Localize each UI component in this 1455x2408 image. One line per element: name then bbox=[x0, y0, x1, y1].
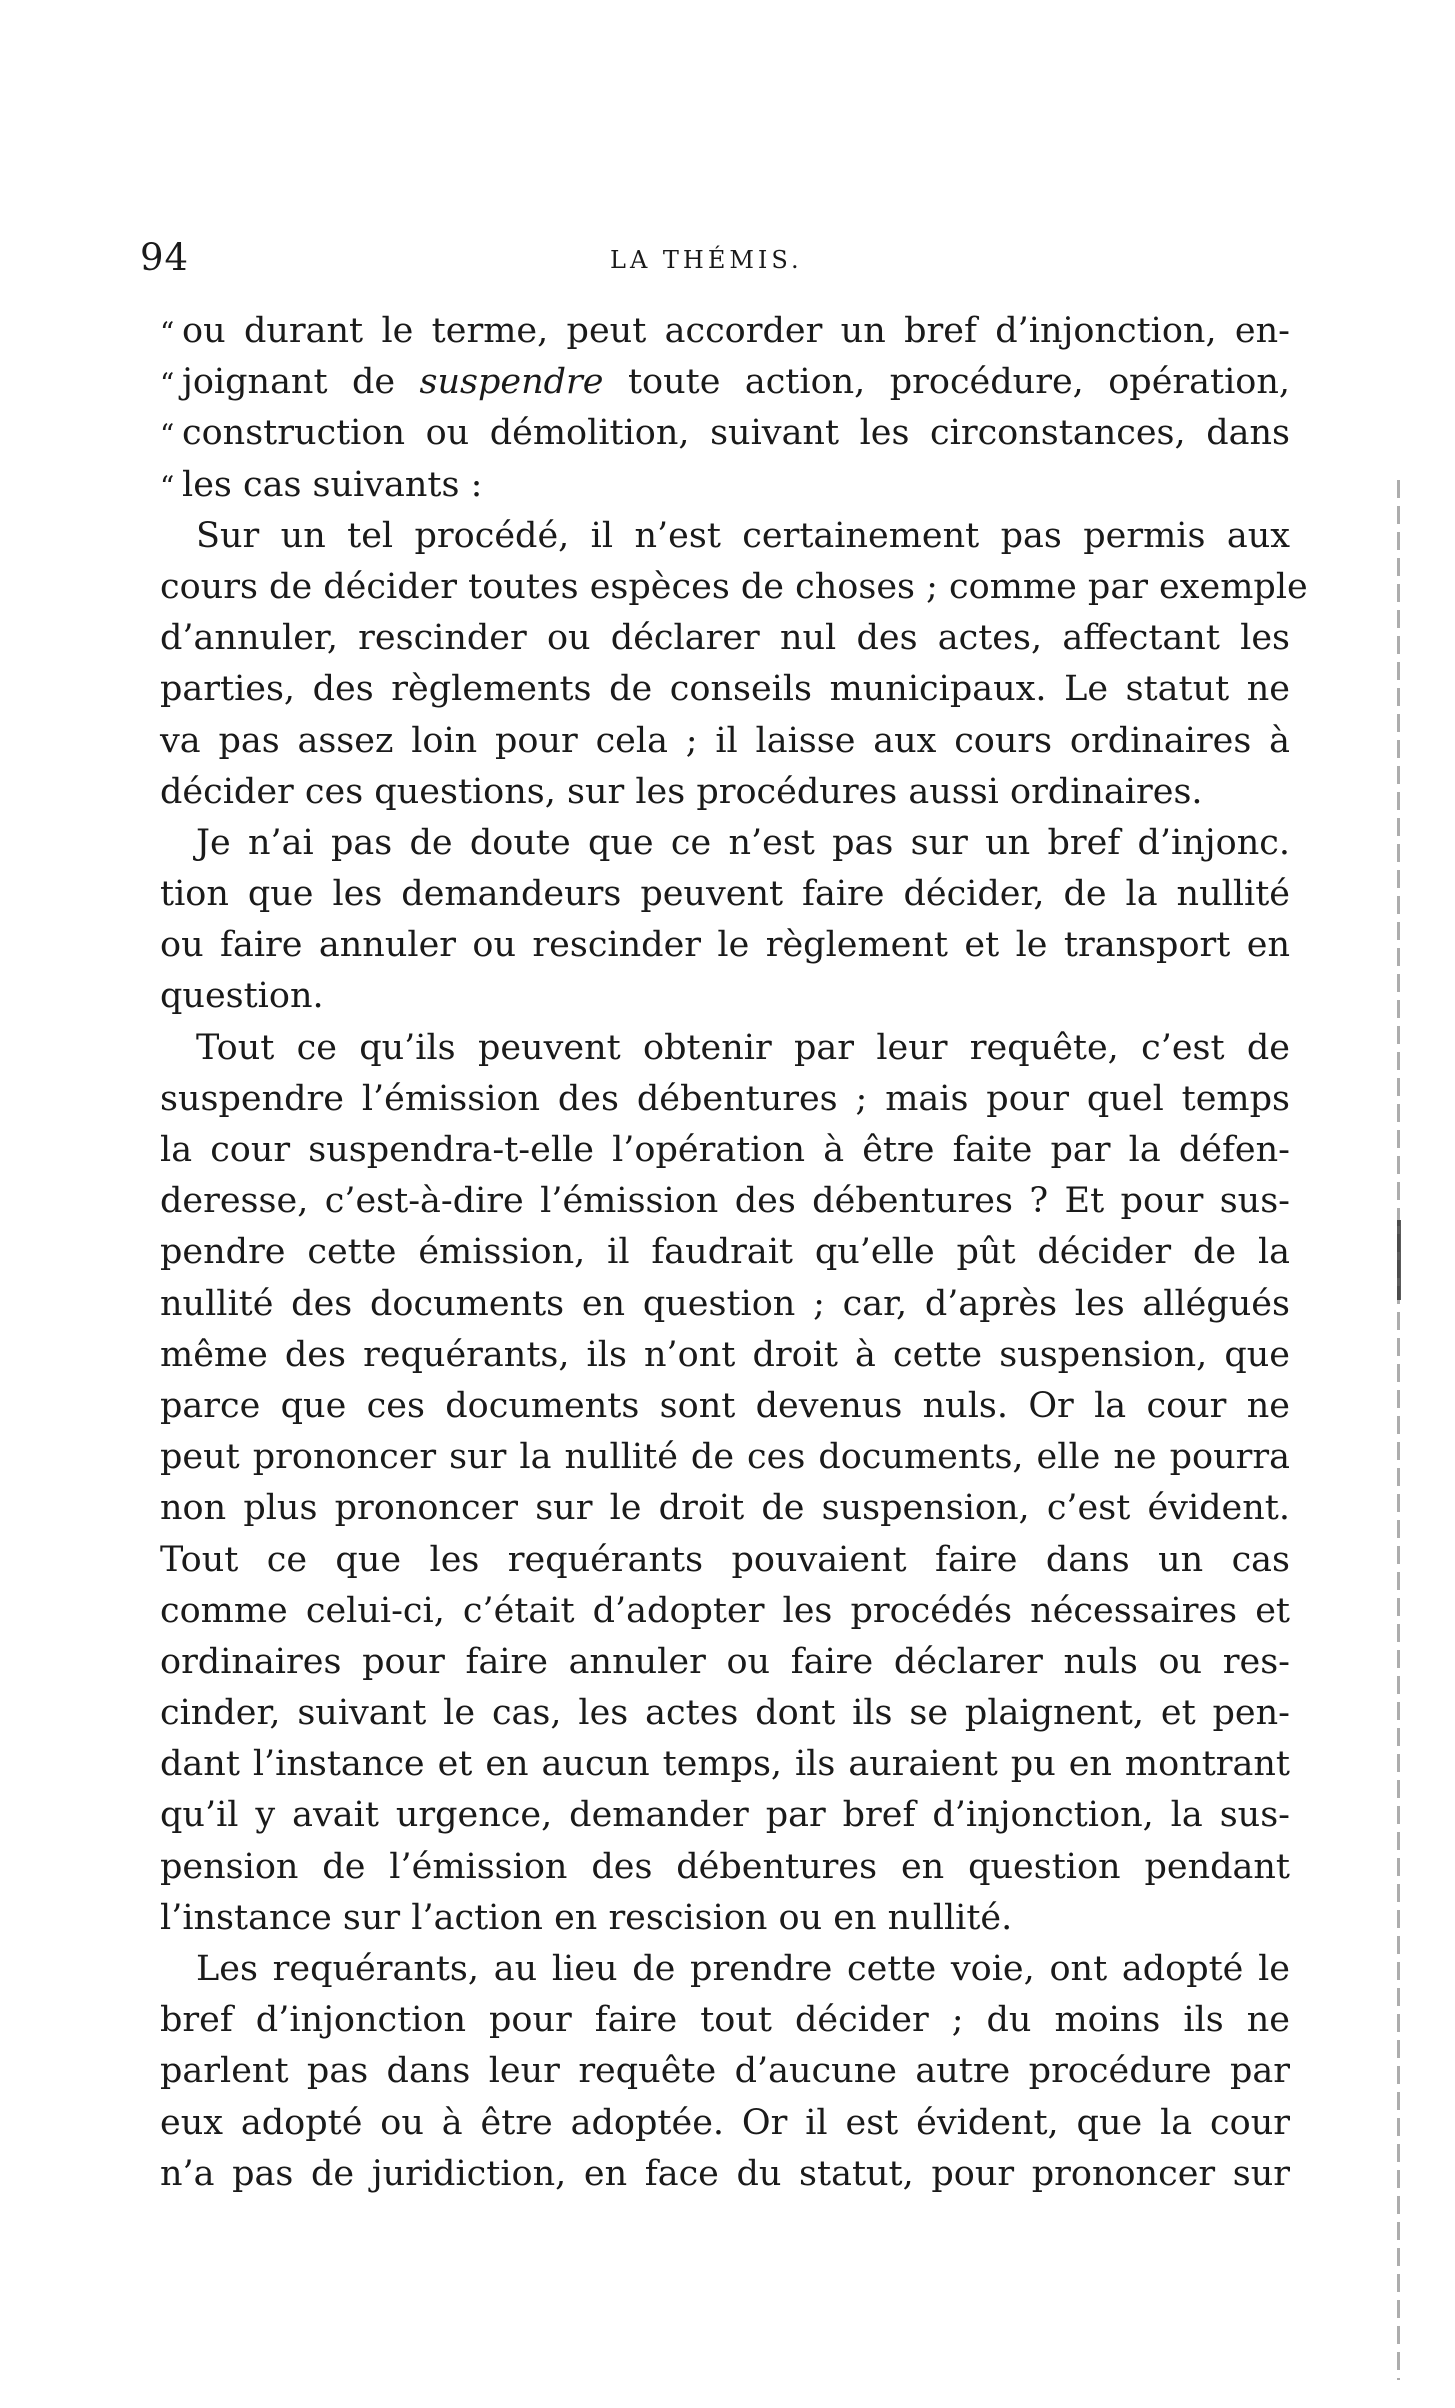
text-line: deresse, c’est-à-dire l’émission des débentures ? Et pour sus- bbox=[160, 1181, 1290, 1222]
text-line: n’a pas de juridiction, en face du statut, pour prononcer sur bbox=[160, 2153, 1290, 2194]
text-line: parce que ces documents sont devenus nuls. Or la cour ne bbox=[160, 1385, 1290, 1426]
text-line: même des requérants, ils n’ont droit à cette suspension, que bbox=[160, 1334, 1290, 1375]
paragraph-first-line: Sur un tel procédé, il n’est certainement pas permis aux bbox=[196, 515, 1290, 556]
paragraph-first-line: Je n’ai pas de doute que ce n’est pas sur un bref d’injonc. bbox=[196, 822, 1290, 863]
text-line: ordinaires pour faire annuler ou faire déclarer nuls ou res- bbox=[160, 1641, 1290, 1682]
italic-word: suspendre bbox=[419, 362, 604, 403]
text-line: eux adopté ou à être adoptée. Or il est évident, que la cour bbox=[160, 2102, 1290, 2143]
text-line: va pas assez loin pour cela ; il laisse aux cours ordinaires à bbox=[160, 720, 1290, 761]
text-line: ou faire annuler ou rescinder le règlement et le transport en bbox=[160, 925, 1290, 966]
text-line: cours de décider toutes espèces de choses ; comme par exemple bbox=[160, 566, 1308, 607]
scan-margin-mark-heavy bbox=[1397, 1220, 1401, 1300]
text-line: “ les cas suivants : bbox=[160, 460, 1290, 511]
text-line: cinder, suivant le cas, les actes dont ils se plaignent, et pen- bbox=[160, 1693, 1290, 1734]
text-line: “ joignant de suspendre toute action, procédure, opération, bbox=[160, 357, 1290, 408]
text-line: suspendre l’émission des débentures ; mais pour quel temps bbox=[160, 1078, 1290, 1119]
text-line: parlent pas dans leur requête d’aucune autre procédure par bbox=[160, 2051, 1290, 2092]
page-header bbox=[140, 236, 1310, 296]
text-line: pension de l’émission des débentures en question pendant bbox=[160, 1846, 1290, 1887]
text-line: peut prononcer sur la nullité de ces documents, elle ne pourra bbox=[160, 1437, 1290, 1478]
text-line: d’annuler, rescinder ou déclarer nul des actes, affectant les bbox=[160, 618, 1290, 659]
text-line: comme celui-ci, c’était d’adopter les procédés nécessaires et bbox=[160, 1590, 1290, 1631]
quote-mark: “ bbox=[160, 367, 175, 401]
text-line: dant l’instance et en aucun temps, ils auraient pu en montrant bbox=[160, 1744, 1290, 1785]
text-line: l’instance sur l’action en rescision ou en nullité. bbox=[160, 1897, 1013, 1938]
text-line: nullité des documents en question ; car, d’après les allégués bbox=[160, 1283, 1290, 1324]
running-title: LA THÉMIS. bbox=[610, 246, 803, 274]
quote-mark: “ bbox=[160, 316, 175, 349]
paragraph-first-line: Tout ce qu’ils peuvent obtenir par leur requête, c’est de bbox=[196, 1027, 1290, 1068]
text-line: pendre cette émission, il faudrait qu’elle pût décider de la bbox=[160, 1232, 1290, 1273]
text-line: bref d’injonction pour faire tout décider ; du moins ils ne bbox=[160, 2000, 1290, 2041]
text-line: Tout ce que les requérants pouvaient faire dans un cas bbox=[160, 1539, 1290, 1580]
text-line: décider ces questions, sur les procédures aussi ordinaires. bbox=[160, 771, 1203, 812]
text-line: “ construction ou démolition, suivant les circonstances, dans bbox=[160, 408, 1290, 459]
text-line: question. bbox=[160, 976, 324, 1017]
paragraph-first-line: Les requérants, au lieu de prendre cette voie, ont adopté le bbox=[196, 1949, 1290, 1989]
text-line: “ ou durant le terme, peut accorder un bref d’injonction, en- bbox=[160, 306, 1290, 357]
quote-mark: “ bbox=[160, 469, 175, 503]
scan-margin-mark bbox=[1397, 480, 1400, 2380]
text-line: parties, des règlements de conseils municipaux. Le statut ne bbox=[160, 669, 1290, 710]
text-line: qu’il y avait urgence, demander par bref d’injonction, la sus- bbox=[160, 1795, 1290, 1836]
text-line: tion que les demandeurs peuvent faire décider, de la nullité bbox=[160, 874, 1290, 915]
page-number: 94 bbox=[140, 236, 190, 279]
text-line: la cour suspendra-t-elle l’opération à être faite par la défen- bbox=[160, 1130, 1290, 1170]
text-line: non plus prononcer sur le droit de suspension, c’est évident. bbox=[160, 1488, 1290, 1529]
body-text bbox=[160, 306, 1308, 2200]
quote-mark: “ bbox=[160, 418, 175, 452]
